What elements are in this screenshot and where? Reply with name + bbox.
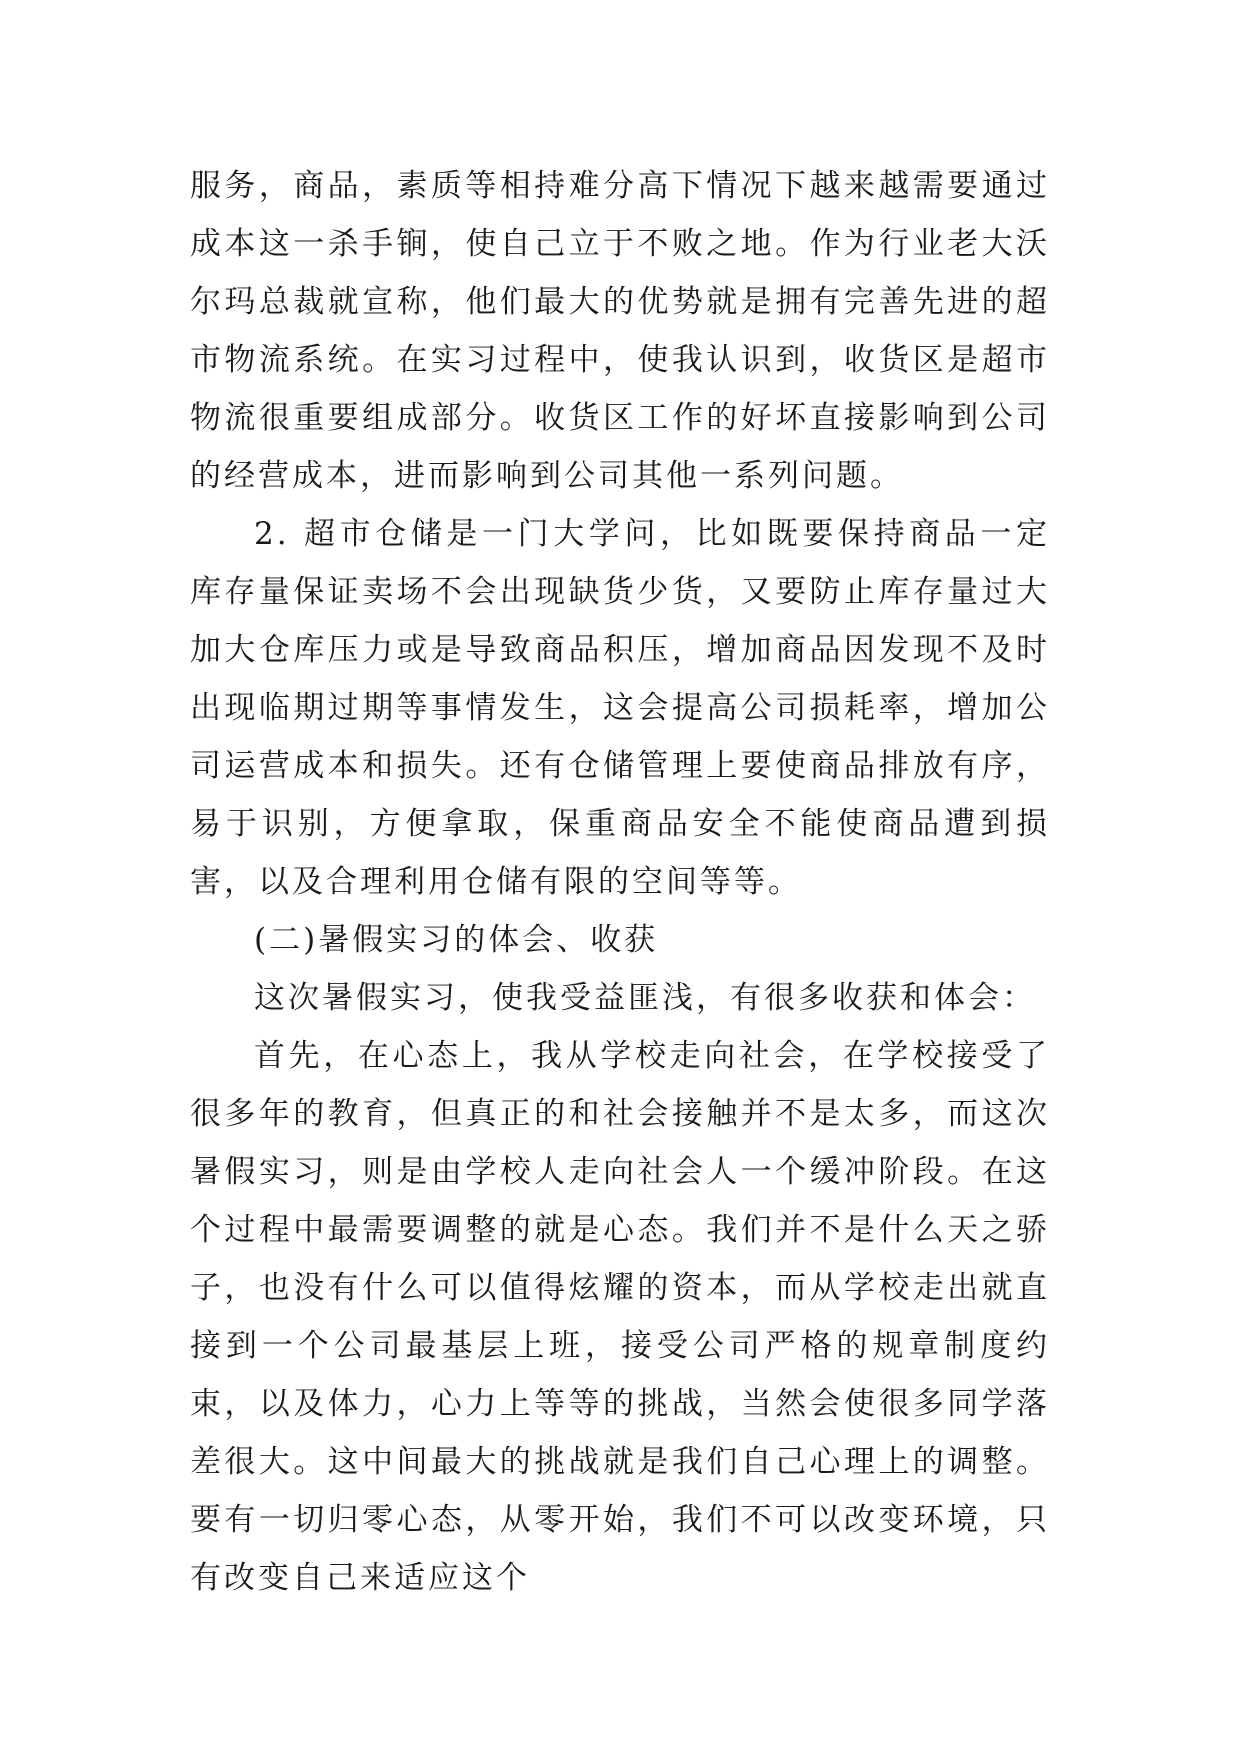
paragraph-continued: 服务，商品，素质等相持难分高下情况下越来越需要通过成本这一杀手锏，使自己立于不败之地。作为行业老大沃尔玛总裁就宣称，他们最大的优势就是拥有完善先进的超市物流系统。在实习过程中，使我认识到，收货区是超市物流很重要组成部分。收货区工作的好坏直接影响到公司的经营成本，进而影响到公司其他一系列问题。	[190, 168, 1050, 494]
document-body	[190, 157, 1050, 1607]
paragraph-mindset: 首先，在心态上，我从学校走向社会，在学校接受了很多年的教育，但真正的和社会接触并不是太多，而这次暑假实习，则是由学校人走向社会人一个缓冲阶段。在这个过程中最需要调整的就是心态。我们并不是什么天之骄子，也没有什么可以值得炫耀的资本，而从学校走出就直接到一个公司最基层上班，接受公司严格的规章制度约束，以及体力，心力上等等的挑战，当然会使很多同学落差很大。这中间最大的挑战就是我们自己心理上的调整。要有一切归零心态，从零开始，我们不可以改变环境，只有改变自己来适应这个	[190, 1038, 1050, 1596]
paragraph-intro: 这次暑假实习，使我受益匪浅，有很多收获和体会：	[254, 980, 1036, 1016]
section-heading: (二)暑假实习的体会、收获	[254, 922, 659, 958]
paragraph-warehousing: 2. 超市仓储是一门大学问，比如既要保持商品一定库存量保证卖场不会出现缺货少货，又要防止库存量过大加大仓库压力或是导致商品积压，增加商品因发现不及时出现临期过期等事情发生，这会提高公司损耗率，增加公司运营成本和损失。还有仓储管理上要使商品排放有序，易于识别，方便拿取，保重商品安全不能使商品遭到损害，以及合理利用仓储有限的空间等等。	[190, 516, 1050, 900]
